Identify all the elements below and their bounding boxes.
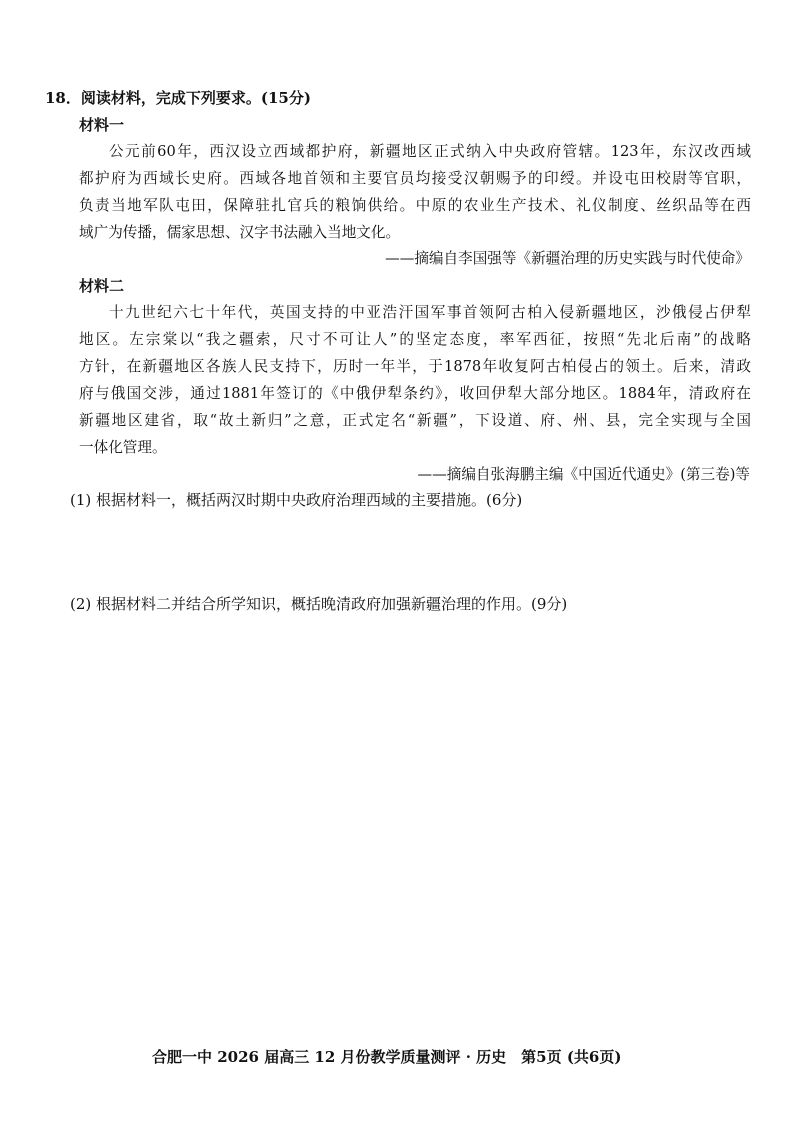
material-2-line: 一体化管理。: [79, 439, 167, 456]
material-1-line: 都护府为西域长史府。西域各地首领和主要官员均接受汉朝赐予的印绶。并设屯田校尉等官职，: [79, 170, 751, 187]
material-1-line: 公元前60年，西汉设立西域都护府，新疆地区正式纳入中央政府管辖。123年，东汉改西域: [109, 143, 751, 160]
material-2-line: 新疆地区建省，取“故土新归”之意，正式定名“新疆”，下设道、府、州、县，完全实现与全国: [79, 412, 751, 429]
material-2-title: 材料二: [79, 277, 125, 295]
material-2-line: 府与俄国交涉，通过1881年签订的《中俄伊犁条约》，收回伊犁大部分地区。1884年，清政府在: [79, 385, 751, 402]
material-1-title: 材料一: [79, 116, 125, 134]
sub-question-2: (2) 根据材料二并结合所学知识，概括晚清政府加强新疆治理的作用。(9分): [70, 595, 568, 613]
material-2-line: 地区。左宗棠以“我之疆索，尺寸不可让人”的坚定态度，率军西征，按照“先北后南”的战略: [79, 331, 751, 348]
sub-question-1: (1) 根据材料一，概括两汉时期中央政府治理西域的主要措施。(6分): [70, 491, 523, 509]
page-footer: 合肥一中 2026 届高三 12 月份教学质量测评 · 历史 第5页 (共6页): [152, 1048, 622, 1066]
material-1-line: 域广为传播，儒家思想、汉字书法融入当地文化。: [79, 224, 401, 241]
material-2-source: ——摘编自张海鹏主编《中国近代通史》(第三卷)等: [417, 466, 750, 483]
material-1-line: 负责当地军队屯田，保障驻扎官兵的粮饷供给。中原的农业生产技术、礼仪制度、丝织品等在西: [79, 197, 751, 214]
material-2-line: 十九世纪六七十年代，英国支持的中亚浩汗国军事首领阿古柏入侵新疆地区，沙俄侵占伊犁: [109, 304, 751, 321]
material-1-source: ——摘编自李国强等《新疆治理的历史实践与时代使命》: [385, 250, 750, 267]
question-header: 18．阅读材料，完成下列要求。(15分): [45, 89, 311, 107]
material-2-line: 方针，在新疆地区各族人民支持下，历时一年半，于1878年收复阿古柏侵占的领土。后来，清政: [79, 358, 751, 375]
